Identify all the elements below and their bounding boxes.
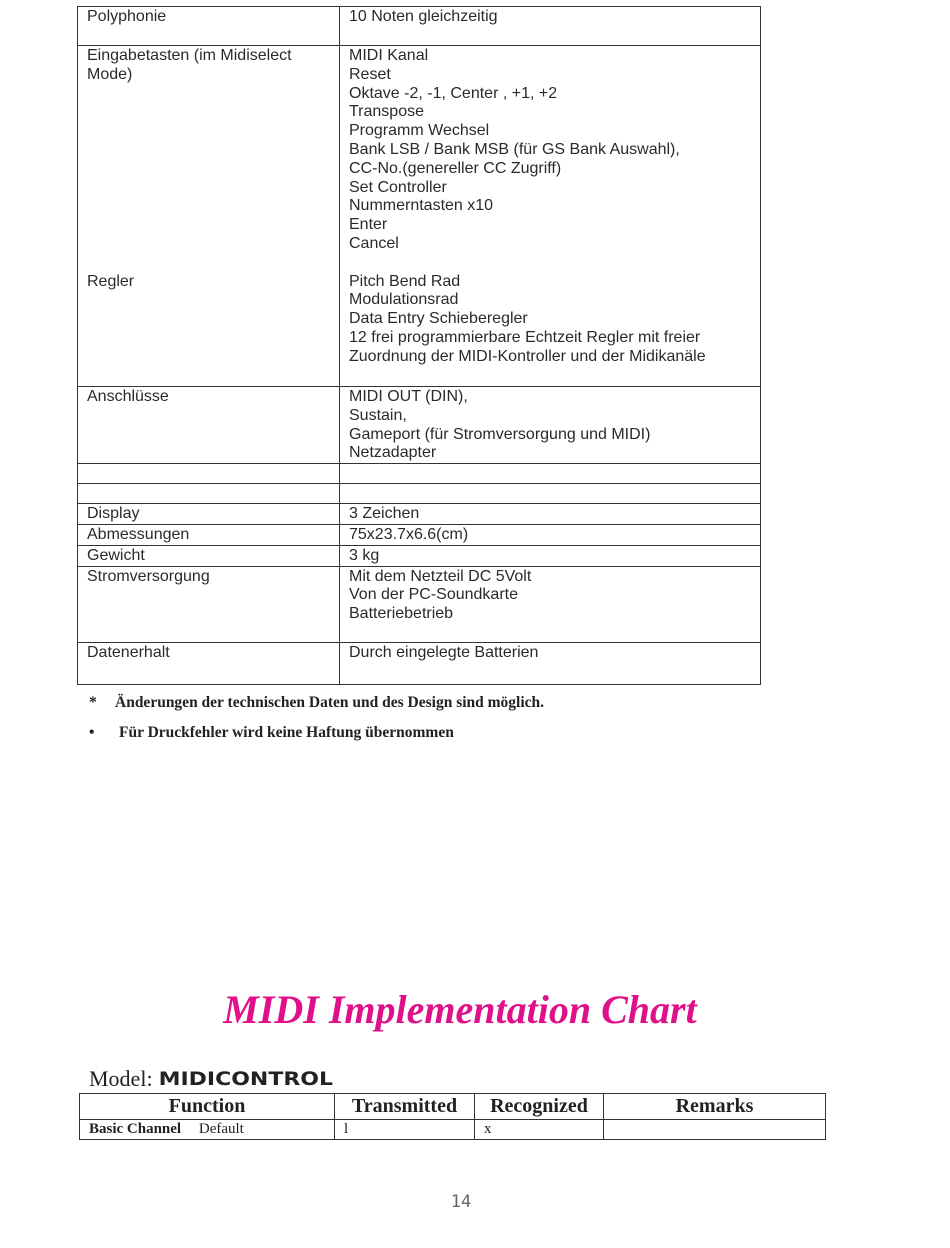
value-line: Zuordnung der MIDI-Kontroller und der Midikanäle [349, 347, 706, 365]
chart-title: MIDI Implementation Chart [223, 987, 697, 1032]
value-line: Oktave -2, -1, Center , +1, +2 [349, 84, 558, 102]
spec-row-stromversorgung [78, 566, 761, 642]
midi-implementation-table [79, 1093, 826, 1140]
spec-row-gewicht [78, 545, 761, 566]
table-header-row [80, 1094, 826, 1120]
spec-value: 3 kg [340, 545, 761, 566]
value-line: Von der PC-Soundkarte [349, 586, 518, 604]
spec-value [340, 484, 761, 504]
value-line: Set Controller [349, 178, 447, 196]
function-name: Basic Channel [89, 1121, 182, 1137]
footnote-text: Änderungen der technischen Daten und des Design sind möglich. [115, 694, 545, 711]
spec-label [78, 46, 340, 387]
value-line: Data Entry Schieberegler [349, 310, 528, 328]
model-line [89, 1066, 333, 1092]
spec-label [78, 464, 340, 484]
value-line: Gameport (für Stromversorgung und MIDI) [349, 425, 651, 443]
cell-function [80, 1120, 335, 1140]
spec-label: Polyphonie [78, 7, 340, 46]
spec-value [340, 387, 761, 464]
spec-value: Durch eingelegte Batterien [340, 642, 761, 684]
value-line: Transpose [349, 103, 424, 121]
value-line: MIDI OUT (DIN), [349, 388, 468, 405]
value-line: Cancel [349, 234, 399, 252]
spec-label: Display [78, 504, 340, 525]
spec-row-abmessungen [78, 524, 761, 545]
label-line: Regler [87, 272, 135, 290]
spec-label: Abmessungen [78, 524, 340, 545]
spec-value [340, 566, 761, 642]
spec-row-empty [78, 464, 761, 484]
value-line: Mit dem Netzteil DC 5Volt [349, 567, 532, 585]
spec-label [78, 484, 340, 504]
value-line: 12 frei programmierbare Echtzeit Regler mit freier [349, 328, 701, 346]
value-line: Programm Wechsel [349, 122, 490, 140]
cell-recognized: x [475, 1120, 604, 1140]
table-row [80, 1120, 826, 1140]
value-line: Sustain, [349, 406, 407, 424]
midicontrol-logo: MIDICONTROL [158, 1068, 334, 1090]
value-line: Nummerntasten x10 [349, 197, 494, 215]
spec-row-empty [78, 484, 761, 504]
header-transmitted: Transmitted [335, 1094, 475, 1120]
footnote-text: Für Druckfehler wird keine Haftung übernommen [119, 724, 454, 741]
header-remarks: Remarks [604, 1094, 826, 1120]
spec-table [77, 6, 761, 685]
spec-row-anschluesse [78, 387, 761, 464]
value-line: Netzadapter [349, 444, 437, 462]
model-label: Model: [89, 1066, 153, 1091]
bullet-icon: • [89, 724, 95, 741]
header-function: Function [80, 1094, 335, 1120]
header-recognized: Recognized [475, 1094, 604, 1120]
value-line: MIDI Kanal [349, 47, 429, 64]
value-line: Batteriebetrieb [349, 605, 454, 623]
value-line: Bank LSB / Bank MSB (für GS Bank Auswahl), [349, 140, 680, 158]
spec-label: Anschlüsse [78, 387, 340, 464]
function-sub: Default [198, 1121, 244, 1137]
label-line: Eingabetasten (im Midiselect [87, 47, 292, 64]
spec-label: Datenerhalt [78, 642, 340, 684]
spec-value: 10 Noten gleichzeitig [340, 7, 761, 46]
asterisk-icon: * [89, 694, 97, 711]
value-line: Reset [349, 65, 391, 83]
value-line: Enter [349, 216, 388, 234]
value-line: CC-No.(genereller CC Zugriff) [349, 159, 562, 177]
spec-row-datenerhalt [78, 642, 761, 684]
spec-label: Gewicht [78, 545, 340, 566]
spec-value: 75x23.7x6.6(cm) [340, 524, 761, 545]
spec-row-display [78, 504, 761, 525]
value-line: Pitch Bend Rad [349, 272, 461, 290]
value-line: Modulationsrad [349, 291, 459, 309]
cell-transmitted: l [335, 1120, 475, 1140]
spec-label: Stromversorgung [78, 566, 340, 642]
spec-value [340, 464, 761, 484]
spec-value [340, 46, 761, 387]
page-number: 14 [450, 1192, 472, 1212]
cell-remarks [604, 1120, 826, 1140]
spec-row-polyphonie [78, 7, 761, 46]
spec-value: 3 Zeichen [340, 504, 761, 525]
spec-row-eingabetasten [78, 46, 761, 387]
label-line: Mode) [87, 65, 133, 83]
